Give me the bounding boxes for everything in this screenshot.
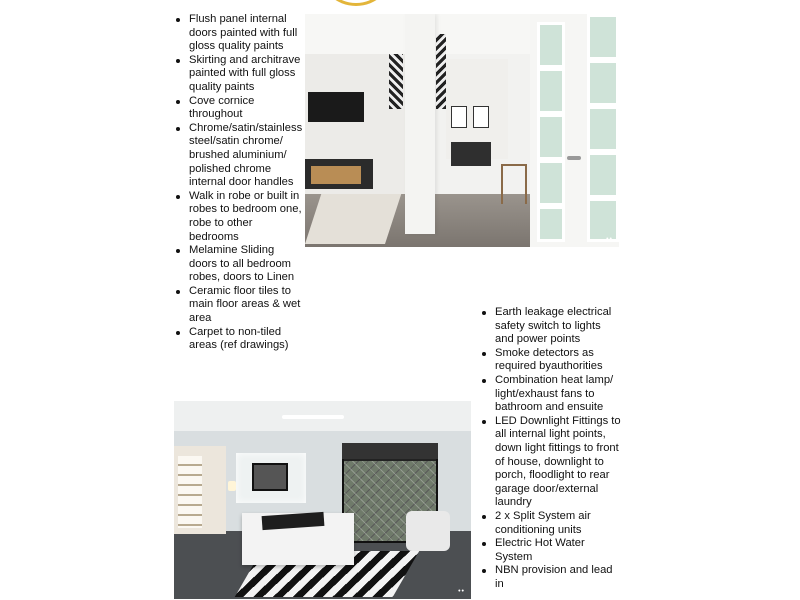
ceiling-fan (282, 415, 344, 419)
hall-tv (308, 92, 364, 122)
photo-dots-icon: •• (458, 588, 465, 595)
list-item: Melamine Sliding doors to all bedroom robes, doors to Linen (175, 244, 305, 285)
list-item: Smoke detectors as required byauthorities (481, 347, 621, 374)
list-item: Electric Hot Water System (481, 537, 621, 564)
hall-wall-art (473, 106, 489, 128)
armchair (406, 511, 450, 551)
list-item: Skirting and architrave painted with full gloss quality paints (175, 54, 305, 95)
feature-list-right (481, 306, 621, 591)
hall-dining-table (451, 142, 491, 166)
list-item: NBN provision and lead in (481, 564, 621, 591)
hallway-photo (305, 14, 619, 247)
list-item: 2 x Split System air conditioning units (481, 510, 621, 537)
list-item: Combination heat lamp/ light/exhaust fans to bathroom and ensuite (481, 374, 621, 415)
feature-list-left (175, 13, 305, 353)
door-handle (567, 156, 581, 160)
list-item: Chrome/satin/stainless steel/satin chrome/ brushed aluminium/ polished chrome internal door handles (175, 122, 305, 190)
bed-wall-art (252, 463, 288, 491)
hall-lattice-screen (389, 54, 403, 109)
bedroom-photo (174, 401, 471, 599)
hall-door-glass (537, 22, 565, 242)
logo-arc (318, 0, 394, 6)
list-item: Ceramic floor tiles to main floor areas & wet area (175, 285, 305, 326)
list-item: Carpet to non-tiled areas (ref drawings) (175, 326, 305, 353)
wall-lamp (228, 481, 236, 491)
photo-dots-icon: •• (606, 236, 613, 243)
hall-cabinet-front (311, 166, 361, 184)
list-item: LED Downlight Fittings to all internal light points, down light fittings to front of house, downlight to porch, floodlight to rear garage door/external laundry (481, 415, 621, 510)
list-item: Walk in robe or built in robes to bedroom one, robe to other bedrooms (175, 190, 305, 244)
list-item: Cove cornice throughout (175, 95, 305, 122)
list-item: Earth leakage electrical safety switch to lights and power points (481, 306, 621, 347)
window-blind (342, 443, 438, 459)
list-item: Flush panel internal doors painted with full gloss quality paints (175, 13, 305, 54)
hall-lattice-screen (436, 34, 446, 109)
hall-chair (501, 164, 527, 204)
hall-door-glass (587, 14, 619, 242)
robe-shelves (178, 456, 202, 528)
hall-wall-art (451, 106, 467, 128)
hall-pillar (405, 14, 435, 234)
hall-rug (305, 194, 401, 244)
